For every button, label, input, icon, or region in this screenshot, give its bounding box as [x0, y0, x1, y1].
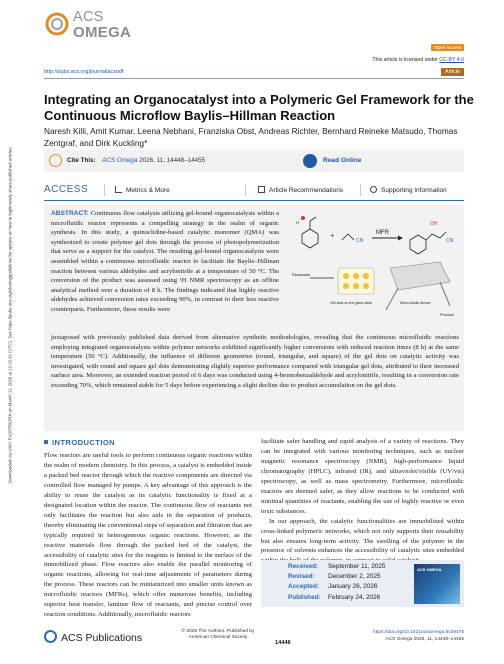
- device-tubing: [386, 288, 398, 310]
- toc-graphic: [290, 210, 460, 328]
- acs-publications-logo[interactable]: ACS Publications: [44, 630, 142, 644]
- logo-omega: OMEGA: [73, 24, 132, 41]
- read-online-link[interactable]: Read Online: [323, 157, 362, 164]
- access-separator: [360, 184, 361, 196]
- acrylonitrile-structure: [342, 234, 354, 240]
- accepted-date: Accepted: January 26, 2026: [288, 583, 378, 591]
- access-label: ACCESS: [44, 184, 89, 195]
- published-date: Published: February 24, 2026: [288, 593, 381, 601]
- h-label: H: [296, 220, 299, 225]
- gel-dot: [363, 283, 369, 289]
- gel-dots-label: Gel dots on the glass slide: [330, 301, 373, 305]
- journal-logo-ring-icon: [44, 11, 70, 37]
- abstract-text: ABSTRACT: Continuous flow catalysis utilizing gel-bound organocatalysts within a microfluidic reactor represents a compelling strategy in the realm of organic synthesis. In this study, a quinuclidine-based catalytic monomer (QMA) was synthesized to create polymer gel dots through the process of photopolymerization that serve as a support for the catalyst. The resulting gel-bound organocatalysts were assembled within a continuous microfluidic reactor to facilitate the Baylis–Hillman reaction between various aldehydes and acrylonitrile at a temperature of 50 °C. The conversion of the product was assessed using ¹H NMR spectroscopy as an offline analytical method over a duration of 8 h. The findings indicated that highly reactive aldehydes achieved conversion rates exceeding 90%, in contrast to their less reactive counterparts. Furthermore, these results were: [51, 210, 279, 313]
- license-line: This article is licensed under CC-BY 4.0: [372, 57, 464, 63]
- read-online-icon[interactable]: [303, 154, 317, 168]
- mfr-label: MFR: [376, 230, 389, 236]
- gel-dot: [363, 273, 369, 279]
- doi-block: https://doi.org/10.1021/acsomega.5c09476 ACS Omega 2026, 11, 14448–14455: [373, 630, 464, 642]
- reaction-arrowhead: [398, 236, 403, 241]
- cn-label: CN: [356, 238, 364, 244]
- reactants-label: Reactants: [292, 272, 311, 277]
- license-link[interactable]: CC-BY 4.0: [439, 57, 464, 63]
- author-list[interactable]: Naresh Killi, Amit Kumar, Leena Nebhani, Franziska Obst, Andreas Richter, Bernhard Reineke Matsudo, Thomas Zentgraf, and Dirk Kuckling*: [44, 126, 458, 148]
- oh-label: OH: [430, 221, 438, 227]
- gel-dot: [343, 273, 349, 279]
- intro-paragraph: facilitate safer handling and rapid analysis of a variety of reactions. They can be integrated with various monitoring techniques, such as nuclear magnetic resonance spectroscopy (NMR), high-performance liquid chromatography (HPLC), infrared (IR), and ultraviolet/visible (UV/vis) spectroscopy, as well as mass spectrometry. Furthermore, microfluidic reactors are deemed safer, as they allow reactions to be conducted with minimal quantities of reactants, enabling the use of highly reactive or even toxic substances.: [261, 438, 464, 515]
- gel-dot: [353, 273, 359, 279]
- oxygen-atom: [301, 216, 305, 220]
- article-title: Integrating an Organocatalyst into a Polymeric Gel Framework for the Continuous Microflow Baylis–Hillman Reaction: [44, 92, 474, 123]
- access-separator: [104, 184, 105, 196]
- article-type-tag: Article: [441, 68, 464, 76]
- bar-chart-icon: [115, 186, 122, 193]
- device-label: Micro-fluidic device: [400, 301, 431, 305]
- acs-logo-icon: [44, 630, 57, 643]
- cite-icon: [49, 154, 62, 167]
- download-note: Downloaded via UNIV PADERBORN on March 11, 2026 at 12:15:41 (UTC). See https://pubs.acs.org/sharingguidelines for options on how to legitimately share published articles.: [7, 146, 13, 484]
- intro-column-1: Flow reactors are useful tools to perform continuous organic reactions within the realm of modern chemistry. In this process, a catalyst is embedded inside a packed bed reactor through which the reactive components are directed via controlled flow managed by pumps. A key advantage of this approach is the ability to reuse the catalyst as its catalytic functionality is fixed at a designated location within the reactor. The continuous flow of reactants not only facilitates the reaction but also aids in the separation of products, thereby eliminating the conventional steps of separation and filtration that are typically required in heterogeneous organic reactions. However, as the reactive materials flow through the packed bed of the catalyst, the accessibility of catalytic sites for the reagents is limited to the surface of the immobilized phase. Flow reactors also enable the parallel monitoring of organic reactions, allowing for real-time adjustments of parameters during the process. These reactors can be miniaturized into smaller units known as microfluidic reactors (MFRs), which offer numerous benefits, including superior heat transfer, laminar flow of reactants, and precise control over reaction conditions. Additionally, microfluidic reactors: [44, 452, 252, 619]
- journal-cover-thumbnail[interactable]: ACS OMEGA: [414, 564, 460, 604]
- open-access-badge: Open Access: [431, 44, 464, 51]
- product-structure: [410, 232, 446, 254]
- copyright-notice: © 2026 The Authors. Published by American Chemical Society: [181, 629, 255, 640]
- cite-label: Cite This:: [67, 157, 96, 164]
- access-separator: [245, 184, 246, 196]
- intro-paragraph: In our approach, the catalytic functionalities are immobilized within cross-linked polymeric networks, which not only supports their reusability but also ensures long-term activity. The swelling of the polymer in the presence of solvents enhances the accessibility of catalytic sites embedded: [261, 517, 464, 555]
- abstract-text-continued: juxtaposed with previously published data derived from alternative synthetic methodologies, revealing that the continuous microfluidic reactions employing integrated organocatalysts within polymer networks exhibited significantly higher conversions with reduced reaction times (8 h) at the same temperature (50 °C). Additionally, the influence of different geometries (round, triangular, and square) of the gel dots on catalytic activity was investigated, with round and square gel dots demonstrating slightly superior performance compared with triangular gel dots, attributed to their increased surface area. Moreover, an extended reaction period of 6 days was conducted using 4-bromobenzaldehyde and acrylonitrile, resulting in a conversion rate exceeding 70%, which remained stable for 5 days before experiencing a slight decline due to product accumulation on the gel dots.: [51, 334, 459, 389]
- cite-reference[interactable]: ACS Omega 2026, 11, 14448–14455: [102, 157, 206, 164]
- intro-column-2: [261, 437, 464, 566]
- journal-logo[interactable]: [44, 9, 144, 45]
- cn-product-label: CN: [446, 238, 454, 244]
- doi-link[interactable]: https://doi.org/10.1021/acsomega.5c09476: [373, 630, 464, 635]
- metrics-link[interactable]: Metrics & More: [115, 186, 170, 194]
- received-date: Received: September 11, 2025: [288, 563, 386, 570]
- document-icon: [258, 186, 265, 193]
- access-divider: [44, 200, 464, 201]
- microfluidic-device: [390, 262, 450, 290]
- logo-acs: ACS: [73, 9, 104, 25]
- device-tubing: [440, 282, 450, 306]
- journal-url[interactable]: http://pubs.acs.org/journal/acsodf: [44, 69, 124, 75]
- product-label: Product: [440, 312, 454, 317]
- recommendations-link[interactable]: Article Recommendations: [258, 186, 343, 194]
- gel-slide: [338, 268, 374, 294]
- section-heading-introduction: INTRODUCTION: [44, 438, 115, 447]
- gel-dot: [343, 283, 349, 289]
- gel-dot: [353, 283, 359, 289]
- supporting-info-link[interactable]: Supporting Information: [370, 186, 447, 194]
- header-divider: [44, 78, 464, 79]
- revised-date: Revised: December 2, 2025: [288, 573, 381, 581]
- page-number: 14448: [275, 640, 291, 646]
- supporting-info-icon: [370, 186, 377, 193]
- plus-sign: +: [330, 231, 335, 240]
- publication-dates: [288, 562, 385, 603]
- benzaldehyde-structure: [302, 217, 318, 248]
- cite-bar: [44, 150, 464, 172]
